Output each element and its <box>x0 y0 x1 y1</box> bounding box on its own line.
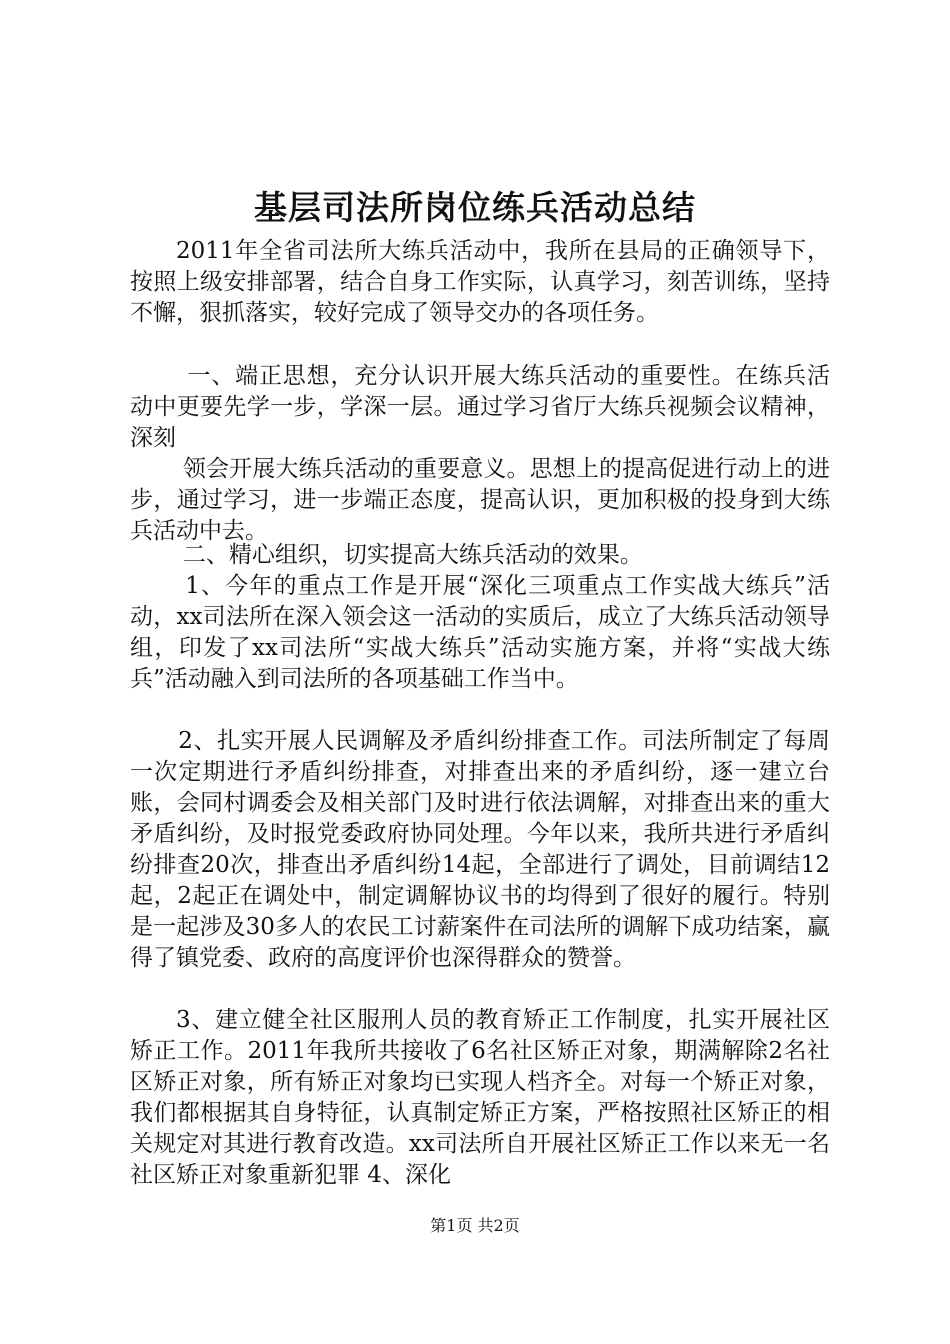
paragraph-text: 一、端正思想，充分认识开展大练兵活动的重要性。在练兵活动中更要先学一步，学深一层。通过学习省厅大练兵视频会议精神，深刻 <box>130 363 830 451</box>
paragraph-section-2-heading <box>130 540 830 571</box>
paragraph-item-2 <box>130 726 830 974</box>
paragraph-item-3 <box>130 1005 830 1191</box>
paragraph-section-1 <box>130 361 830 454</box>
page-footer: 第1页 共2页 <box>430 1216 520 1235</box>
paragraph-text: 1、今年的重点工作是开展“深化三项重点工作实战大练兵”活动，xx司法所在深入领会这一活动的实质后，成立了大练兵活动领导组，印发了xx司法所“实战大练兵”活动实施方案，并将“实战大练兵”活动融入到司法所的各项基础工作当中。 <box>130 573 830 692</box>
document-title: 基层司法所岗位练兵活动总结 <box>254 188 696 227</box>
paragraph-section-1-cont <box>130 454 830 547</box>
paragraph-text: 2011年全省司法所大练兵活动中，我所在县局的正确领导下，按照上级安排部署，结合自身工作实际，认真学习，刻苦训练，坚持不懈，狠抓落实，较好完成了领导交办的各项任务。 <box>130 238 830 326</box>
paragraph-text: 二、精心组织，切实提高大练兵活动的效果。 <box>182 542 643 568</box>
paragraph-text: 领会开展大练兵活动的重要意义。思想上的提高促进行动上的进步，通过学习，进一步端正态度，提高认识，更加积极的投身到大练兵活动中去。 <box>130 456 830 544</box>
paragraph-item-1 <box>130 571 830 695</box>
paragraph-text: 2、扎实开展人民调解及矛盾纠纷排查工作。司法所制定了每周一次定期进行矛盾纠纷排查，对排查出来的矛盾纠纷，逐一建立台账，会同村调委会及相关部门及时进行依法调解，对排查出来的重大矛盾纠纷，及时报党委政府协同处理。今年以来，我所共进行矛盾纠纷排查20次，排查出矛盾纠纷14起，全部进行了调处，目前调结12起，2起正在调处中，制定调解协议书的均得到了很好的履行。特别是一起涉及30多人的农民工讨薪案件在司法所的调解下成功结案，赢得了镇党委、政府的高度评价也深得群众的赞誉。 <box>130 728 830 971</box>
paragraph-intro <box>130 236 830 329</box>
paragraph-text: 3、建立健全社区服刑人员的教育矫正工作制度，扎实开展社区矫正工作。2011年我所共接收了6名社区矫正对象，期满解除2名社区矫正对象，所有矫正对象均已实现人档齐全。对每一个矫正对象，我们都根据其自身特征，认真制定矫正方案，严格按照社区矫正的相关规定对其进行教育改造。xx司法所自开展社区矫正工作以来无一名社区矫正对象重新犯罪 4、深化 <box>130 1007 830 1188</box>
